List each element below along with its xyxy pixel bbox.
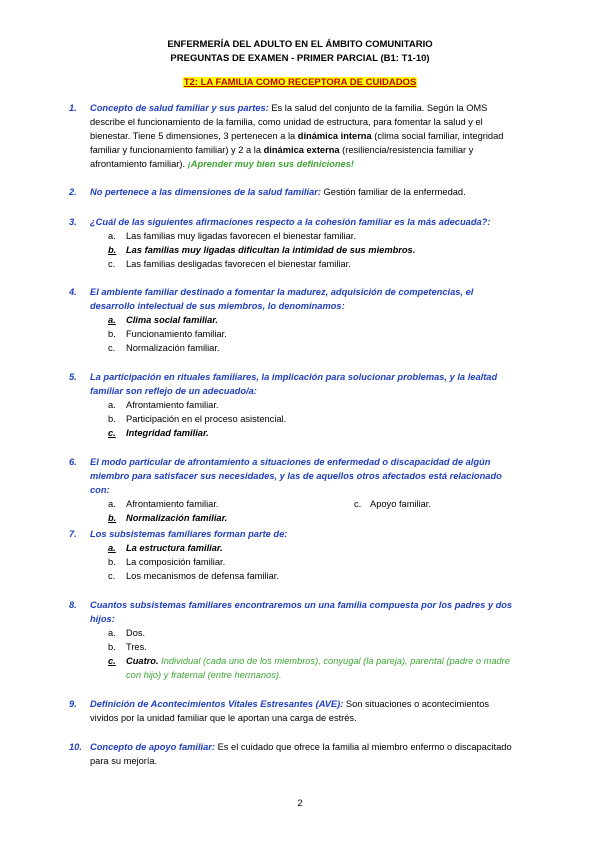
option-c: c. Apoyo familiar. — [354, 499, 431, 509]
question-4 — [69, 285, 520, 355]
question-number: 9. — [69, 699, 77, 709]
answer-bold: dinámica interna — [297, 131, 372, 141]
question-7 — [69, 527, 520, 583]
question-6 — [69, 455, 520, 525]
question-number: 4. — [69, 287, 77, 297]
question-title: El modo particular de afrontamiento a situaciones de enfermedad o discapacidad de algún miembro para satisfacer sus necesidades, y las de aquellos otros afectados está relacionado con: — [90, 457, 502, 495]
question-title: Definición de Acontecimientos Vitales Estresantes (AVE): — [90, 699, 344, 709]
question-title: Los subsistemas familiares forman parte de: — [90, 529, 288, 539]
answer-bold: dinámica externa — [263, 145, 340, 155]
question-1 — [69, 101, 520, 171]
question-number: 2. — [69, 187, 77, 197]
document-title: ENFERMERÍA DEL ADULTO EN EL ÁMBITO COMUNITARIO — [167, 39, 433, 50]
page-number: 2 — [297, 798, 303, 809]
question-title: ¿Cuál de las siguientes afirmaciones respecto a la cohesión familiar es la más adecuada?: — [90, 217, 491, 227]
question-number: 7. — [69, 529, 77, 539]
question-9 — [69, 697, 520, 725]
answer-text: Son situaciones o acontecimientos vividos por la unidad familiar que le aportan una carga de estrés. — [90, 699, 490, 723]
answer-text: (resiliencia/resistencia familiar y afrontamiento familiar). — [90, 145, 474, 169]
question-8 — [69, 598, 520, 682]
study-note: ¡Aprender muy bien sus definiciones! — [187, 159, 354, 169]
answer-text: Gestión familiar de la enfermedad. — [320, 187, 466, 197]
answer-text: (clima social familiar, integridad familiar y funcionamiento familiar) y 2 a la — [90, 131, 504, 155]
option-c-correct: c. Integridad familiar. — [108, 428, 209, 438]
option-a-correct: a. La estructura familiar. — [108, 543, 223, 553]
question-title: No pertenece a las dimensiones de la salud familiar: — [90, 187, 321, 197]
question-10 — [69, 740, 520, 768]
option-a: a. Las familias muy ligadas favorecen el bienestar familiar. — [108, 231, 356, 241]
question-title: Cuantos subsistemas familiares encontraremos un una familia compuesta por los padres y dos hijos: — [90, 600, 513, 624]
question-title: El ambiente familiar destinado a fomentar la madurez, adquisición de competencias, el desarrollo intelectual de sus miembros, lo denominamos: — [90, 287, 474, 311]
option-b: b. La composición familiar. — [108, 557, 226, 567]
question-number: 3. — [69, 217, 77, 227]
question-title: La participación en rituales familiares, la implicación para solucionar problemas, y la lealtad familiar son reflejo de un adecuado/a: — [90, 372, 498, 396]
question-title: Concepto de apoyo familiar: — [90, 742, 216, 752]
option-c: c. Los mecanismos de defensa familiar. — [108, 571, 279, 581]
option-a: a. Afrontamiento familiar. — [108, 400, 219, 410]
topic-heading — [0, 75, 600, 90]
option-a-correct: a. Clima social familiar. — [108, 315, 218, 325]
option-b-correct: b. Normalización familiar. — [108, 513, 228, 523]
question-number: 10. — [69, 742, 82, 752]
question-3 — [69, 215, 520, 271]
option-b-correct: b. Las familias muy ligadas dificultan la intimidad de sus miembros. — [108, 245, 416, 255]
answer-text: Es el cuidado que ofrece la familia al miembro enfermo o discapacitado para su mejoría. — [90, 742, 512, 766]
option-c: c. Las familias desligadas favorecen el bienestar familiar. — [108, 259, 351, 269]
option-a: a. Dos. — [108, 628, 146, 638]
question-number: 8. — [69, 600, 77, 610]
answer-text: Es la salud del conjunto de la familia. Según la OMS describe el funcionamiento de la familia, como unidad de estructura, para fomentar la salud y el bienestar. Tiene 5 dimensiones, 3 pertenecen a la — [90, 103, 488, 141]
question-number: 5. — [69, 372, 77, 382]
option-b: b. Participación en el proceso asistencial. — [108, 414, 287, 424]
question-title: Concepto de salud familiar y sus partes: — [90, 103, 269, 113]
question-5 — [69, 370, 520, 440]
question-number: 1. — [69, 103, 77, 113]
option-b: b. Funcionamiento familiar. — [108, 329, 227, 339]
document-subtitle: PREGUNTAS DE EXAMEN - PRIMER PARCIAL (B1: T1-10) — [170, 53, 430, 64]
option-a: a. Afrontamiento familiar. — [108, 499, 219, 509]
question-number: 6. — [69, 457, 77, 467]
topic-label: T2: LA FAMILIA COMO RECEPTORA DE CUIDADOS — [183, 77, 417, 88]
option-c-correct: c. Cuatro. Individual (cada uno de los miembros), conyugal (la pareja), parental (padre o madre con hijo) y fraternal (entre hermanos). — [108, 656, 510, 680]
option-b: b. Tres. — [108, 642, 147, 652]
question-2 — [69, 185, 520, 199]
option-c: c. Normalización familiar. — [108, 343, 220, 353]
answer-explanation: Individual (cada uno de los miembros), conyugal (la pareja), parental (padre o madre con hijo) y fraternal (entre hermanos). — [126, 656, 510, 680]
